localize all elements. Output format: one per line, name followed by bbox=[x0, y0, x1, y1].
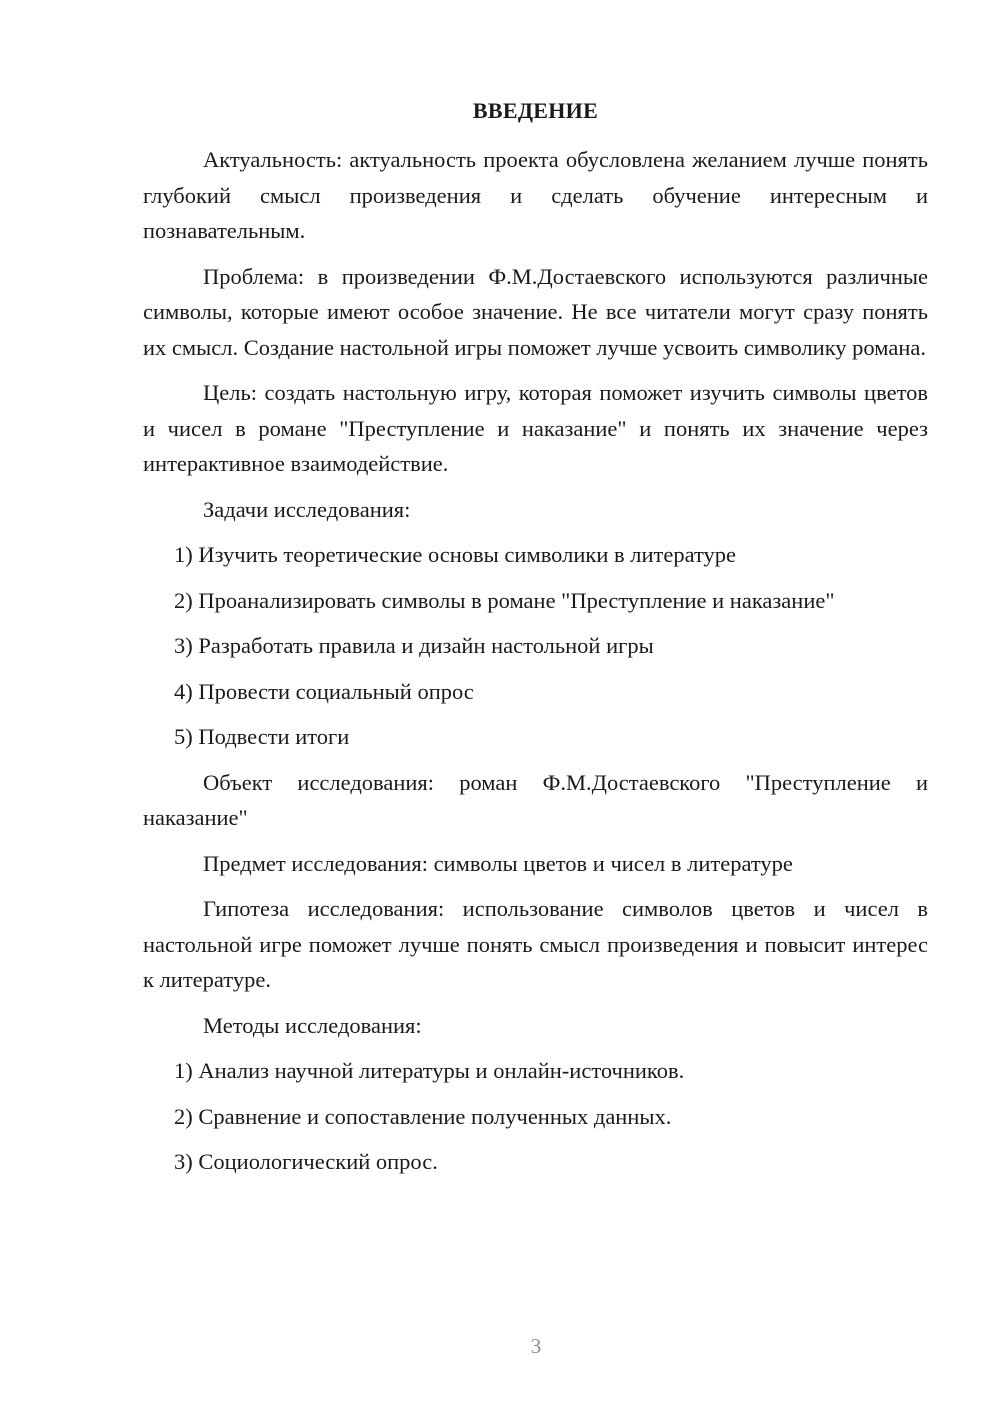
page-title: ВВЕДЕНИЕ bbox=[472, 98, 599, 123]
goal-paragraph: Цель: создать настольную игру, которая поможет изучить символы цветов и чисел в романе "Преступление и наказание" и понять их значение через интерактивное взаимодействие. bbox=[143, 380, 928, 476]
relevance-paragraph: Актуальность: актуальность проекта обусловлена желанием лучше понять глубокий смысл произведения и сделать обучение интересным и познавательным. bbox=[143, 147, 928, 243]
tasks-heading: Задачи исследования: bbox=[203, 496, 411, 522]
page-number: 3 bbox=[530, 1334, 542, 1358]
method-item: 3) Социологический опрос. bbox=[174, 1149, 438, 1174]
problem-paragraph: Проблема: в произведении Ф.М.Достаевского используются различные символы, которые имеют особое значение. Не все читатели могут сразу понять их смысл. Создание настольной игры поможет лучше усвоить символику романа. bbox=[143, 263, 928, 360]
object-paragraph: Объект исследования: роман Ф.М.Достаевского "Преступление и наказание" bbox=[143, 769, 928, 830]
document-body bbox=[143, 142, 928, 1180]
task-item: 2) Проанализировать символы в романе "Преступление и наказание" bbox=[174, 587, 835, 613]
method-item: 1) Анализ научной литературы и онлайн-источников. bbox=[174, 1058, 685, 1083]
hypothesis-paragraph: Гипотеза исследования: использование символов цветов и чисел в настольной игре поможет лучше понять смысл произведения и повысит интерес к литературе. bbox=[143, 896, 928, 992]
task-item: 3) Разработать правила и дизайн настольной игры bbox=[174, 633, 654, 658]
task-item: 1) Изучить теоретические основы символики в литературе bbox=[174, 542, 736, 567]
task-item: 4) Провести социальный опрос bbox=[174, 678, 474, 704]
methods-heading: Методы исследования: bbox=[203, 1012, 422, 1038]
task-item: 5) Подвести итоги bbox=[174, 724, 350, 749]
method-item: 2) Сравнение и сопоставление полученных данных. bbox=[174, 1103, 672, 1129]
subject-paragraph: Предмет исследования: символы цветов и чисел в литературе bbox=[203, 850, 793, 876]
